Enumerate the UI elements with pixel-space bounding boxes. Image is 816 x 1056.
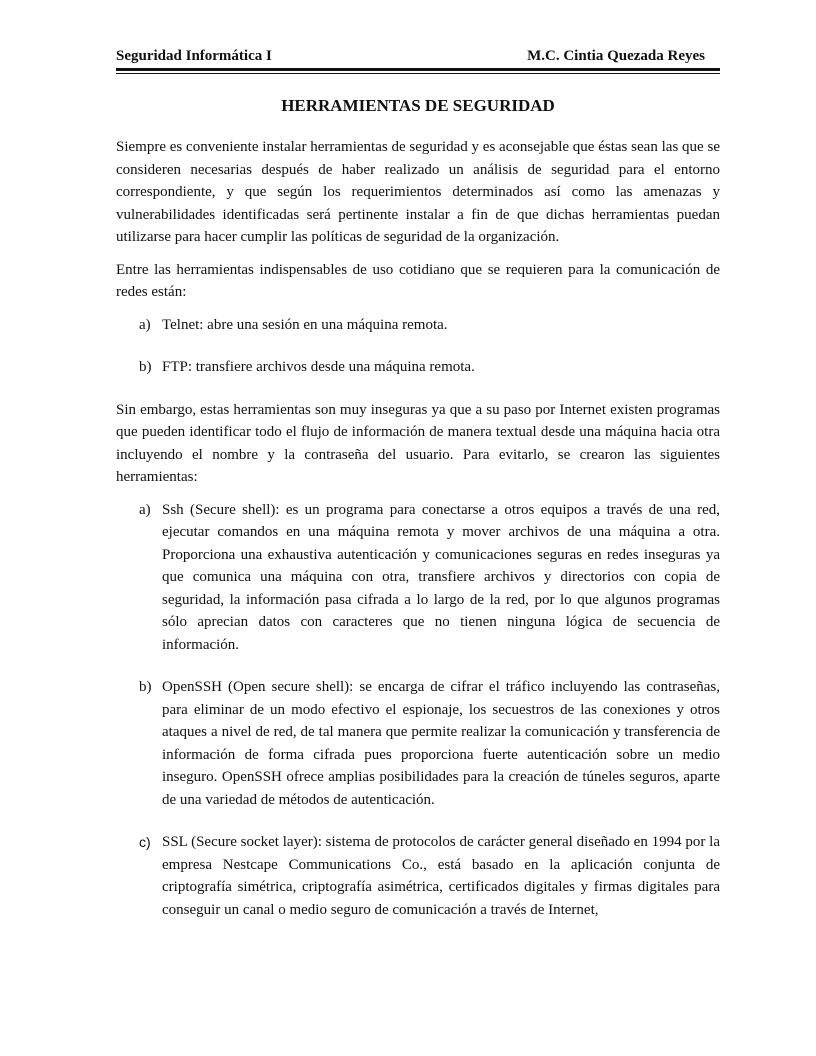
header-rule-thin [116,73,720,74]
page-title: HERRAMIENTAS DE SEGURIDAD [281,96,555,115]
list-item-telnet [116,314,720,337]
secure-tools-list [116,499,720,922]
list-item-text: OpenSSH (Open secure shell): se encarga de cifrar el tráfico incluyendo las contraseñas, para eliminar de un modo efectivo el espionaje, los secuestros de las conexiones y otros ataques a nivel de red, de tal manera que permite realizar la comunicación y transferencia de información de forma cifrada pues proporciona fuerte autenticación sobre un medio inseguro. OpenSSH ofrece amplias posibilidades para la creación de túneles seguros, aparte de una variedad de métodos de autenticación. [162,679,720,808]
header-author: M.C. Cintia Quezada Reyes [527,48,705,64]
document-body [116,94,720,941]
list-marker: a) [139,501,151,518]
list-item-text: FTP: transfiere archivos desde una máquina remota. [162,359,475,375]
list-item-text: SSL (Secure socket layer): sistema de protocolos de carácter general diseñado en 1994 por la empresa Nestcape Communications Co., está basado en la aplicación conjunta de criptografía simétrica, criptografía asimétrica, certificados digitales y firmas digitales para conseguir un canal o medio seguro de comunicación a través de Internet, [162,834,720,918]
insecure-paragraph: Sin embargo, estas herramientas son muy inseguras ya que a su paso por Internet existen programas que pueden identificar todo el flujo de información de manera textual desde una máquina hacia otra incluyendo el nombre y la contraseña del usuario. Para evitarlo, se crearon las siguientes herramientas: [116,401,720,485]
list-item-text: Ssh (Secure shell): es un programa para conectarse a otros equipos a través de una red, ejecutar comandos en una máquina remota y mover archivos de una máquina a otra. Proporciona una exhaustiva autenticación y comunicaciones seguras en redes inseguras ya que comunica una máquina con otra, transfiere archivos y directorios con copia de seguridad, la información pasa cifrada a lo largo de la red, por lo que algunos programas sólo aprecian datos con caracteres que no tienen ninguna lógica de secuencia de información. [162,501,720,653]
list-marker: b) [139,679,152,695]
list-marker: b) [139,359,152,375]
intro-paragraph: Siempre es conveniente instalar herramientas de seguridad y es aconsejable que éstas sean las que se consideren necesarias después de haber realizado un análisis de seguridad para el entorno correspondiente, y que según los requerimientos determinados así como las amenazas y vulnerabilidades identificadas será pertinente instalar a fin de que dichas herramientas puedan utilizarse para hacer cumplir las políticas de seguridad de la organización. [116,139,720,245]
header-rule-thick [116,68,720,71]
basic-tools-list [116,314,720,379]
list-item-ftp [116,356,720,379]
page-header [116,48,720,68]
list-item-ssh [116,499,720,657]
list-marker: c) [139,834,151,850]
list-item-text: Telnet: abre una sesión en una máquina remota. [162,316,448,333]
list-marker: a) [139,316,151,333]
list-item-ssl [116,831,720,921]
header-course-title: Seguridad Informática I [116,48,272,64]
tools-paragraph: Entre las herramientas indispensables de uso cotidiano que se requieren para la comunicación de redes están: [116,261,720,300]
list-item-openssh [116,676,720,811]
